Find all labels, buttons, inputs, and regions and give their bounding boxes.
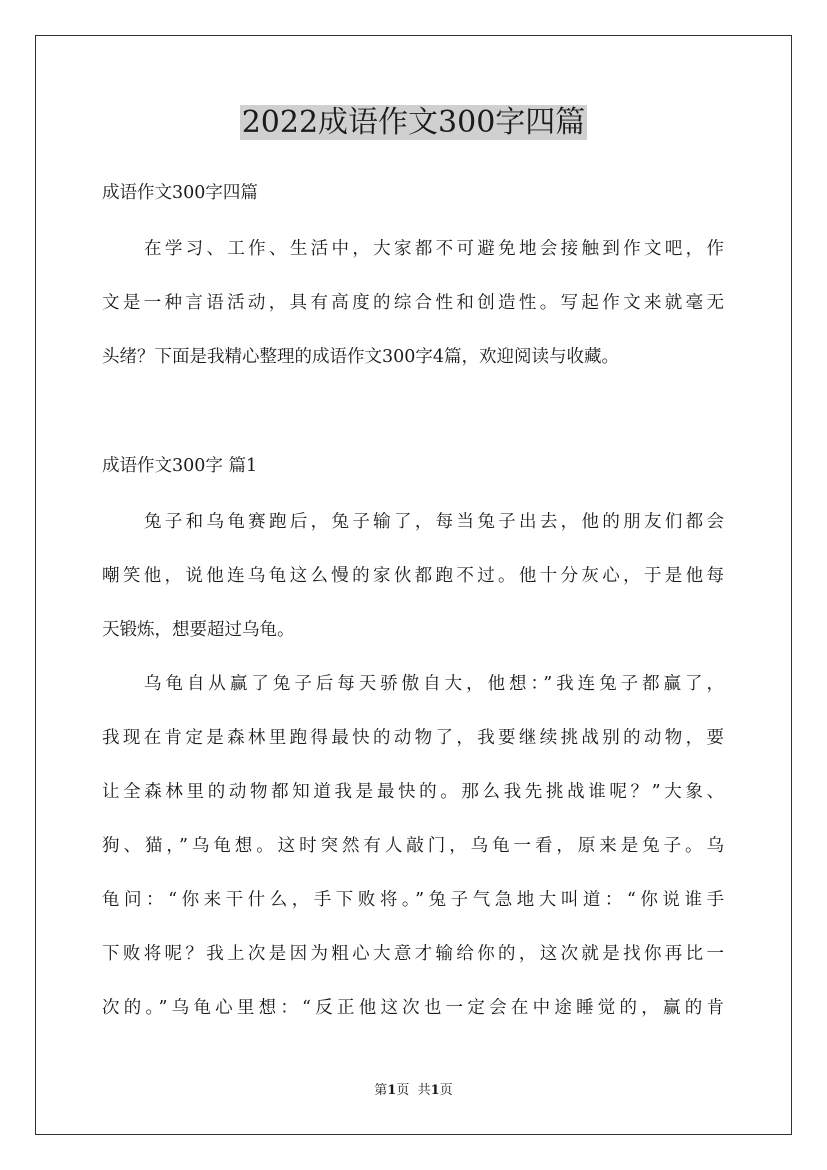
intro-line: 文是一种言语活动，具有高度的综合性和创造性。写起作文来就毫无 <box>102 293 724 313</box>
paragraph-line: 兔子和乌龟赛跑后，兔子输了，每当兔子出去，他的朋友们都会 <box>144 512 724 532</box>
paragraph-line: 让全森林里的动物都知道我是最快的。那么我先挑战谁呢？”大象、 <box>102 782 724 802</box>
document-title-text: 2022成语作文300字四篇 <box>241 105 586 140</box>
subtitle: 成语作文300字四篇 <box>102 183 258 203</box>
paragraph-line: 嘲笑他，说他连乌龟这么慢的家伙都跑不过。他十分灰心，于是他每 <box>102 566 724 586</box>
page-label: 第 <box>374 1083 388 1098</box>
paragraph-line: 下败将呢？我上次是因为粗心大意才输给你的，这次就是找你再比一 <box>102 944 724 964</box>
total-label: 共 <box>417 1083 431 1098</box>
document-title <box>0 100 827 146</box>
paragraph-line: 天锻炼，想要超过乌龟。 <box>102 620 295 640</box>
paragraph-line: 我现在肯定是森林里跑得最快的动物了，我要继续挑战别的动物，要 <box>102 728 724 748</box>
page-number: 1 <box>387 1083 397 1098</box>
paragraph-line: 次的。”乌龟心里想：“反正他这次也一定会在中途睡觉的，赢的肯 <box>102 998 724 1018</box>
paragraph-line: 龟问：“你来干什么，手下败将。”兔子气急地大叫道：“你说谁手 <box>102 890 724 910</box>
section-heading: 成语作文300字 篇1 <box>102 456 258 476</box>
intro-line: 在学习、工作、生活中，大家都不可避免地会接触到作文吧，作 <box>144 239 724 259</box>
page-suffix: 页 <box>396 1083 410 1098</box>
total-pages: 1 <box>430 1083 440 1098</box>
intro-line: 头绪？下面是我精心整理的成语作文300字4篇，欢迎阅读与收藏。 <box>102 347 620 367</box>
paragraph-line: 乌龟自从赢了兔子后每天骄傲自大，他想：”我连兔子都赢了， <box>144 674 724 694</box>
paragraph-line: 狗、猫，”乌龟想。这时突然有人敲门，乌龟一看，原来是兔子。乌 <box>102 836 724 856</box>
total-suffix: 页 <box>439 1083 453 1098</box>
page-footer <box>0 1082 827 1100</box>
